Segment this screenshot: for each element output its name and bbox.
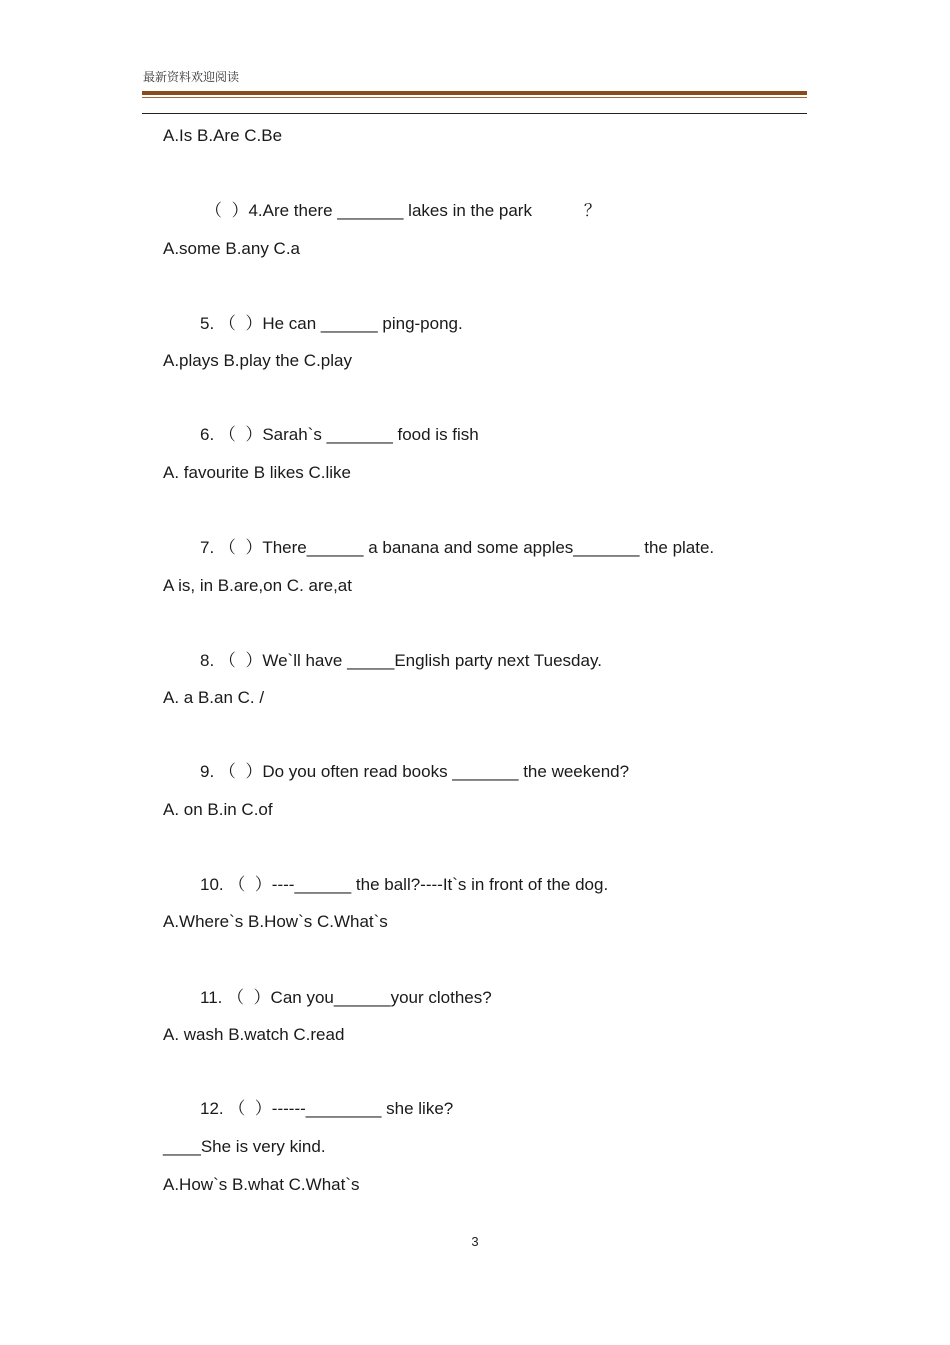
answer-options-5: A.plays B.play the C.play bbox=[163, 351, 352, 370]
question-7: 7. （ ）There______ a banana and some apples_______ the plate. bbox=[200, 538, 715, 557]
answer-options-10: A.Where`s B.How`s C.What`s bbox=[163, 912, 388, 931]
answer-options-12: A.How`s B.what C.What`s bbox=[163, 1175, 360, 1194]
answer-options-9: A. on B.in C.of bbox=[163, 800, 273, 819]
answer-options-11: A. wash B.watch C.read bbox=[163, 1025, 345, 1044]
answer-options-4: A.some B.any C.a bbox=[163, 239, 301, 258]
question-12: 12. （ ）------________ she like? bbox=[200, 1099, 454, 1118]
page-header-title: 最新资料欢迎阅读 bbox=[143, 70, 240, 84]
question-9: 9. （ ）Do you often read books _______ the weekend? bbox=[200, 762, 630, 781]
question-8: 8. （ ）We`ll have _____English party next Tuesday. bbox=[200, 651, 602, 670]
question-10: 10. （ ）----______ the ball?----It`s in front of the dog. bbox=[200, 875, 609, 894]
header-rule-thin bbox=[142, 97, 807, 98]
header-rule-bottom bbox=[142, 113, 807, 114]
answer-options-8: A. a B.an C. / bbox=[163, 688, 265, 707]
header-rule-thick bbox=[142, 91, 807, 95]
question-4: （ ）4.Are there _______ lakes in the park ？ bbox=[205, 201, 601, 220]
question-11: 11. （ ）Can you______your clothes? bbox=[200, 988, 492, 1007]
question-5: 5. （ ）He can ______ ping-pong. bbox=[200, 314, 463, 333]
page-number: 3 bbox=[471, 1234, 479, 1249]
answer-options-6: A. favourite B likes C.like bbox=[163, 463, 352, 482]
answer-line-12: ____She is very kind. bbox=[163, 1137, 326, 1156]
answer-options-3: A.Is B.Are C.Be bbox=[163, 126, 283, 145]
question-6: 6. （ ）Sarah`s _______ food is fish bbox=[200, 425, 479, 444]
answer-options-7: A is, in B.are,on C. are,at bbox=[163, 576, 352, 595]
